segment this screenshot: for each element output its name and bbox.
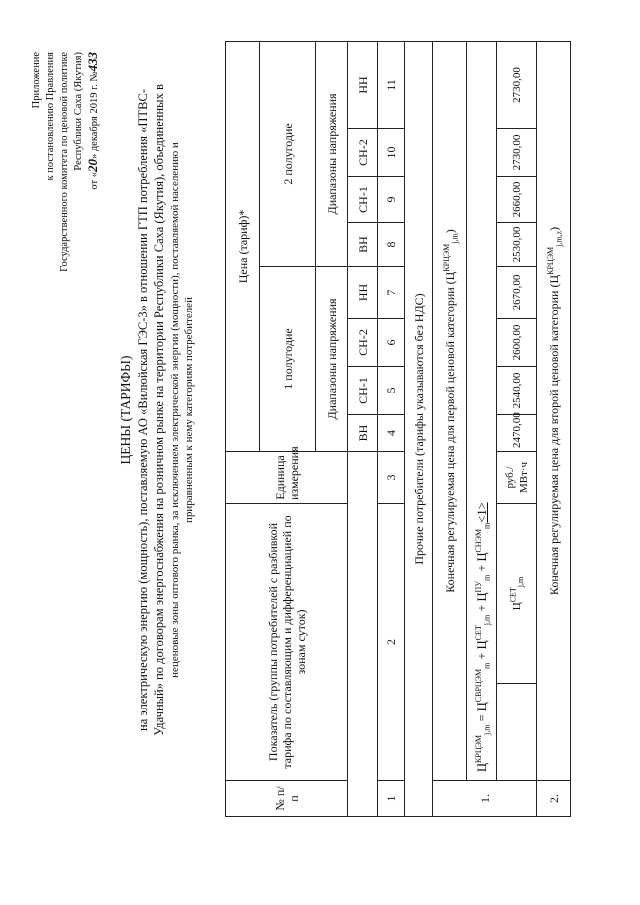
column-number: 3 <box>378 451 405 503</box>
row-number: 2. <box>537 781 571 817</box>
heading-line: Удачный» по договорам энергоснабжения на розничном рынке на территории Республики Саха (Якутия), объединенных в <box>152 84 166 736</box>
section-row: Прочие потребители (тарифы указываются без НДС) <box>405 41 433 816</box>
column-number: 2 <box>378 503 405 780</box>
column-number: 8 <box>378 222 405 266</box>
document-title: ЦЕНЫ (ТАРИФЫ) <box>118 355 133 465</box>
value-cell: 2660,00 <box>497 176 537 222</box>
header-number: № п/п <box>226 781 348 817</box>
voltage-level: ВН <box>348 222 378 266</box>
resolution-date: от «20» декабря 2019 г. №433 <box>85 52 100 190</box>
tariff-table <box>225 41 571 817</box>
row-number: 1. <box>433 781 537 817</box>
column-number: 9 <box>378 176 405 222</box>
voltage-level: НН <box>348 266 378 318</box>
appendix-line: Приложение <box>31 52 42 109</box>
spacer-cell <box>348 451 378 816</box>
column-number: 4 <box>378 414 405 451</box>
column-number: 5 <box>378 366 405 414</box>
voltage-level: СН-1 <box>348 176 378 222</box>
appendix-block <box>30 52 102 412</box>
heading-line: неценовые зоны оптового рынка, за исключением электрической энергии (мощности), поставляемой населению и <box>168 142 181 678</box>
header-indicator: Показатель (группы потребителей с разбивкой тарифа по составляющим и дифференциацией по зонам суток) <box>226 503 348 780</box>
price-category-1: Конечная регулируемая цена для первой ценовой категории $(Ц^{КРЦЭМ}_{j,m})$ <box>433 41 467 780</box>
header-half-2: 2 полугодие <box>260 41 316 266</box>
voltage-level: СН-1 <box>348 366 378 414</box>
value-cell: 2670,00 <box>497 266 537 318</box>
handwritten-day: 20 <box>85 159 100 173</box>
voltage-level: СН-2 <box>348 128 378 176</box>
price-formula: $Ц^{КРЦЭМ}_{j,m} = Ц^{СВРЦЭМ}_m + Ц^{СЕТ}_{j,m} + Ц^{ПУ}_m + Ц^{СНЭМ}_m<1>$ <box>467 41 497 780</box>
heading-line: на электрическую энергию (мощность), поставляемую АО «Вилюйская ГЭС-3» в отношении ГТП потребления «ПТВС- <box>135 89 150 731</box>
value-cell: 2600,00 <box>497 318 537 366</box>
header-unit: Единица измерения <box>226 451 348 503</box>
unit-cell: руб./МВт·ч <box>497 451 537 503</box>
value-cell: 2530,00 <box>497 222 537 266</box>
column-number: 6 <box>378 318 405 366</box>
column-number: 11 <box>378 41 405 128</box>
network-component-symbol: $Ц^{СЕТ}_{j,m}$ <box>497 503 537 683</box>
header-voltage-ranges: Диапазоны напряжения <box>316 41 348 266</box>
voltage-level: СН-2 <box>348 318 378 366</box>
value-cell: 2730,00 <box>497 128 537 176</box>
header-half-1: 1 полугодие <box>260 266 316 451</box>
column-number: 10 <box>378 128 405 176</box>
value-cell: 2540,00 <box>497 366 537 414</box>
document-heading <box>118 50 196 770</box>
header-voltage-ranges: Диапазоны напряжения <box>316 266 348 451</box>
column-number: 1 <box>378 781 405 817</box>
value-cell: 2470,00 <box>497 414 537 451</box>
handwritten-number: 433 <box>85 52 100 72</box>
value-cell: 2730,00 <box>497 41 537 128</box>
appendix-line: Республики Саха (Якутия) <box>73 52 84 171</box>
voltage-level: ВН <box>348 414 378 451</box>
voltage-level: НН <box>348 41 378 128</box>
price-category-2: Конечная регулируемая цена для второй ценовой категории $(Ц^{КРЦЭМ}_{j,m,z})$ <box>537 41 571 780</box>
empty-cell <box>497 684 537 781</box>
column-number: 7 <box>378 266 405 318</box>
appendix-line: к постановлению Правления <box>45 52 56 181</box>
appendix-line: Государственного комитета по ценовой политике <box>59 52 70 272</box>
header-price: Цена (тариф)* <box>226 41 260 451</box>
heading-line: приравненным к нему категориям потребителей <box>182 297 195 523</box>
